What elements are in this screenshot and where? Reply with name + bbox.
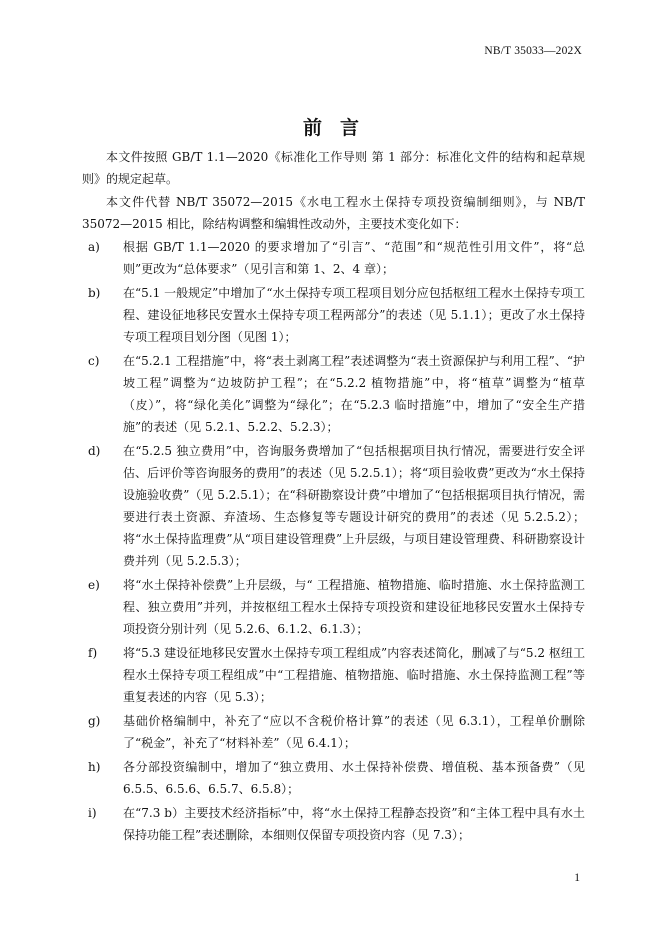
page-number: 1 xyxy=(574,872,580,884)
item-marker: h) xyxy=(88,760,101,774)
page-title: 前言 xyxy=(302,117,377,139)
item-marker: g) xyxy=(88,714,101,728)
change-item-c xyxy=(82,350,585,438)
item-text: 在“7.3 b）主要技术经济指标”中，将“水土保持工程静态投资”和“主体工程中具有水土保持功能工程”表述删除，本细则仅保留专项投资内容（见 7.3）； xyxy=(123,806,585,842)
item-text: 基础价格编制中，补充了“应以不含税价格计算”的表述（见 6.3.1），工程单价删除了“税金”，补充了“材料补差”（见 6.4.1）； xyxy=(123,714,585,750)
item-text: 在“5.2.1 工程措施”中，将“表土剥离工程”表述调整为“表土资源保护与利用工程”、“护坡工程”调整为“边坡防护工程”；在“5.2.2 植物措施”中，将“植草”调整为“植草（皮）”，将“绿化美化”调整为“绿化”；在“5.2.3 临时措施”中，增加了“安全生产措施”的表述（见 5.2.1、5.2.2、5.2.3）； xyxy=(123,354,585,434)
item-text: 各分部投资编制中，增加了“独立费用、水土保持补偿费、增值税、基本预备费”（见 6.5.5、6.5.6、6.5.7、6.5.8）； xyxy=(123,760,585,796)
item-text: 将“水土保持补偿费”上升层级，与“ 工程措施、植物措施、临时措施、水土保持监测工程、独立费用”并列，并按枢纽工程水土保持专项投资和建设征地移民安置水土保持专项投资分别计列（见 5.2.6、6.1.2、6.1.3）； xyxy=(123,578,585,636)
change-item-h xyxy=(82,756,585,800)
standard-code: NB/T 35033—202X xyxy=(484,45,582,57)
item-marker: i) xyxy=(88,806,97,820)
item-marker: e) xyxy=(88,578,100,592)
intro-paragraph-1: 本文件按照 GB/T 1.1—2020《标准化工作导则 第 1 部分：标准化文件的结构和起草规则》的规定起草。 xyxy=(82,150,585,186)
document-body xyxy=(82,146,585,848)
change-item-g xyxy=(82,710,585,754)
change-item-f xyxy=(82,642,585,708)
item-text: 根据 GB/T 1.1—2020 的要求增加了“引言”、“范围”和“规范性引用文件”，将“总则”更改为“总体要求”（见引言和第 1、2、4 章）； xyxy=(123,240,585,276)
item-marker: d) xyxy=(88,444,101,458)
item-text: 将“5.3 建设征地移民安置水土保持专项工程组成”内容表述简化，删减了与“5.2 枢纽工程水土保持专项工程组成”中“工程措施、植物措施、临时措施、水土保持监测工程”等重复表述的内容（见 5.3）； xyxy=(123,646,585,704)
change-item-d xyxy=(82,440,585,572)
item-text: 在“5.1 一般规定”中增加了“水土保持专项工程项目划分应包括枢纽工程水土保持专项工程、建设征地移民安置水土保持专项工程两部分”的表述（见 5.1.1）；更改了水土保持专项工程项目划分图（见图 1）； xyxy=(123,286,585,344)
intro-paragraph-2: 本文件代替 NB/T 35072—2015《水电工程水土保持专项投资编制细则》，与 NB/T 35072—2015 相比，除结构调整和编辑性改动外，主要技术变化如下： xyxy=(82,195,585,231)
item-marker: f) xyxy=(88,646,98,660)
change-item-i xyxy=(82,802,585,846)
change-item-b xyxy=(82,282,585,348)
item-marker: c) xyxy=(88,354,100,368)
item-marker: a) xyxy=(88,240,100,254)
item-text: 在“5.2.5 独立费用”中，咨询服务费增加了“包括根据项目执行情况，需要进行安全评估、后评价等咨询服务的费用”的表述（见 5.2.5.1）；将“项目验收费”更改为“水土保持设施验收费”（见 5.2.5.1）；在“科研勘察设计费”中增加了“包括根据项目执行情况，需要进行表土资源、弃渣场、生态修复等专题设计研究的费用”的表述（见 5.2.5.2）；将“水土保持监理费”从“项目建设管理费”上升层级，与项目建设管理费、科研勘察设计费并列（见 5.2.5.3）； xyxy=(123,444,585,568)
change-item-a xyxy=(82,236,585,280)
item-marker: b) xyxy=(88,286,101,300)
change-item-e xyxy=(82,574,585,640)
